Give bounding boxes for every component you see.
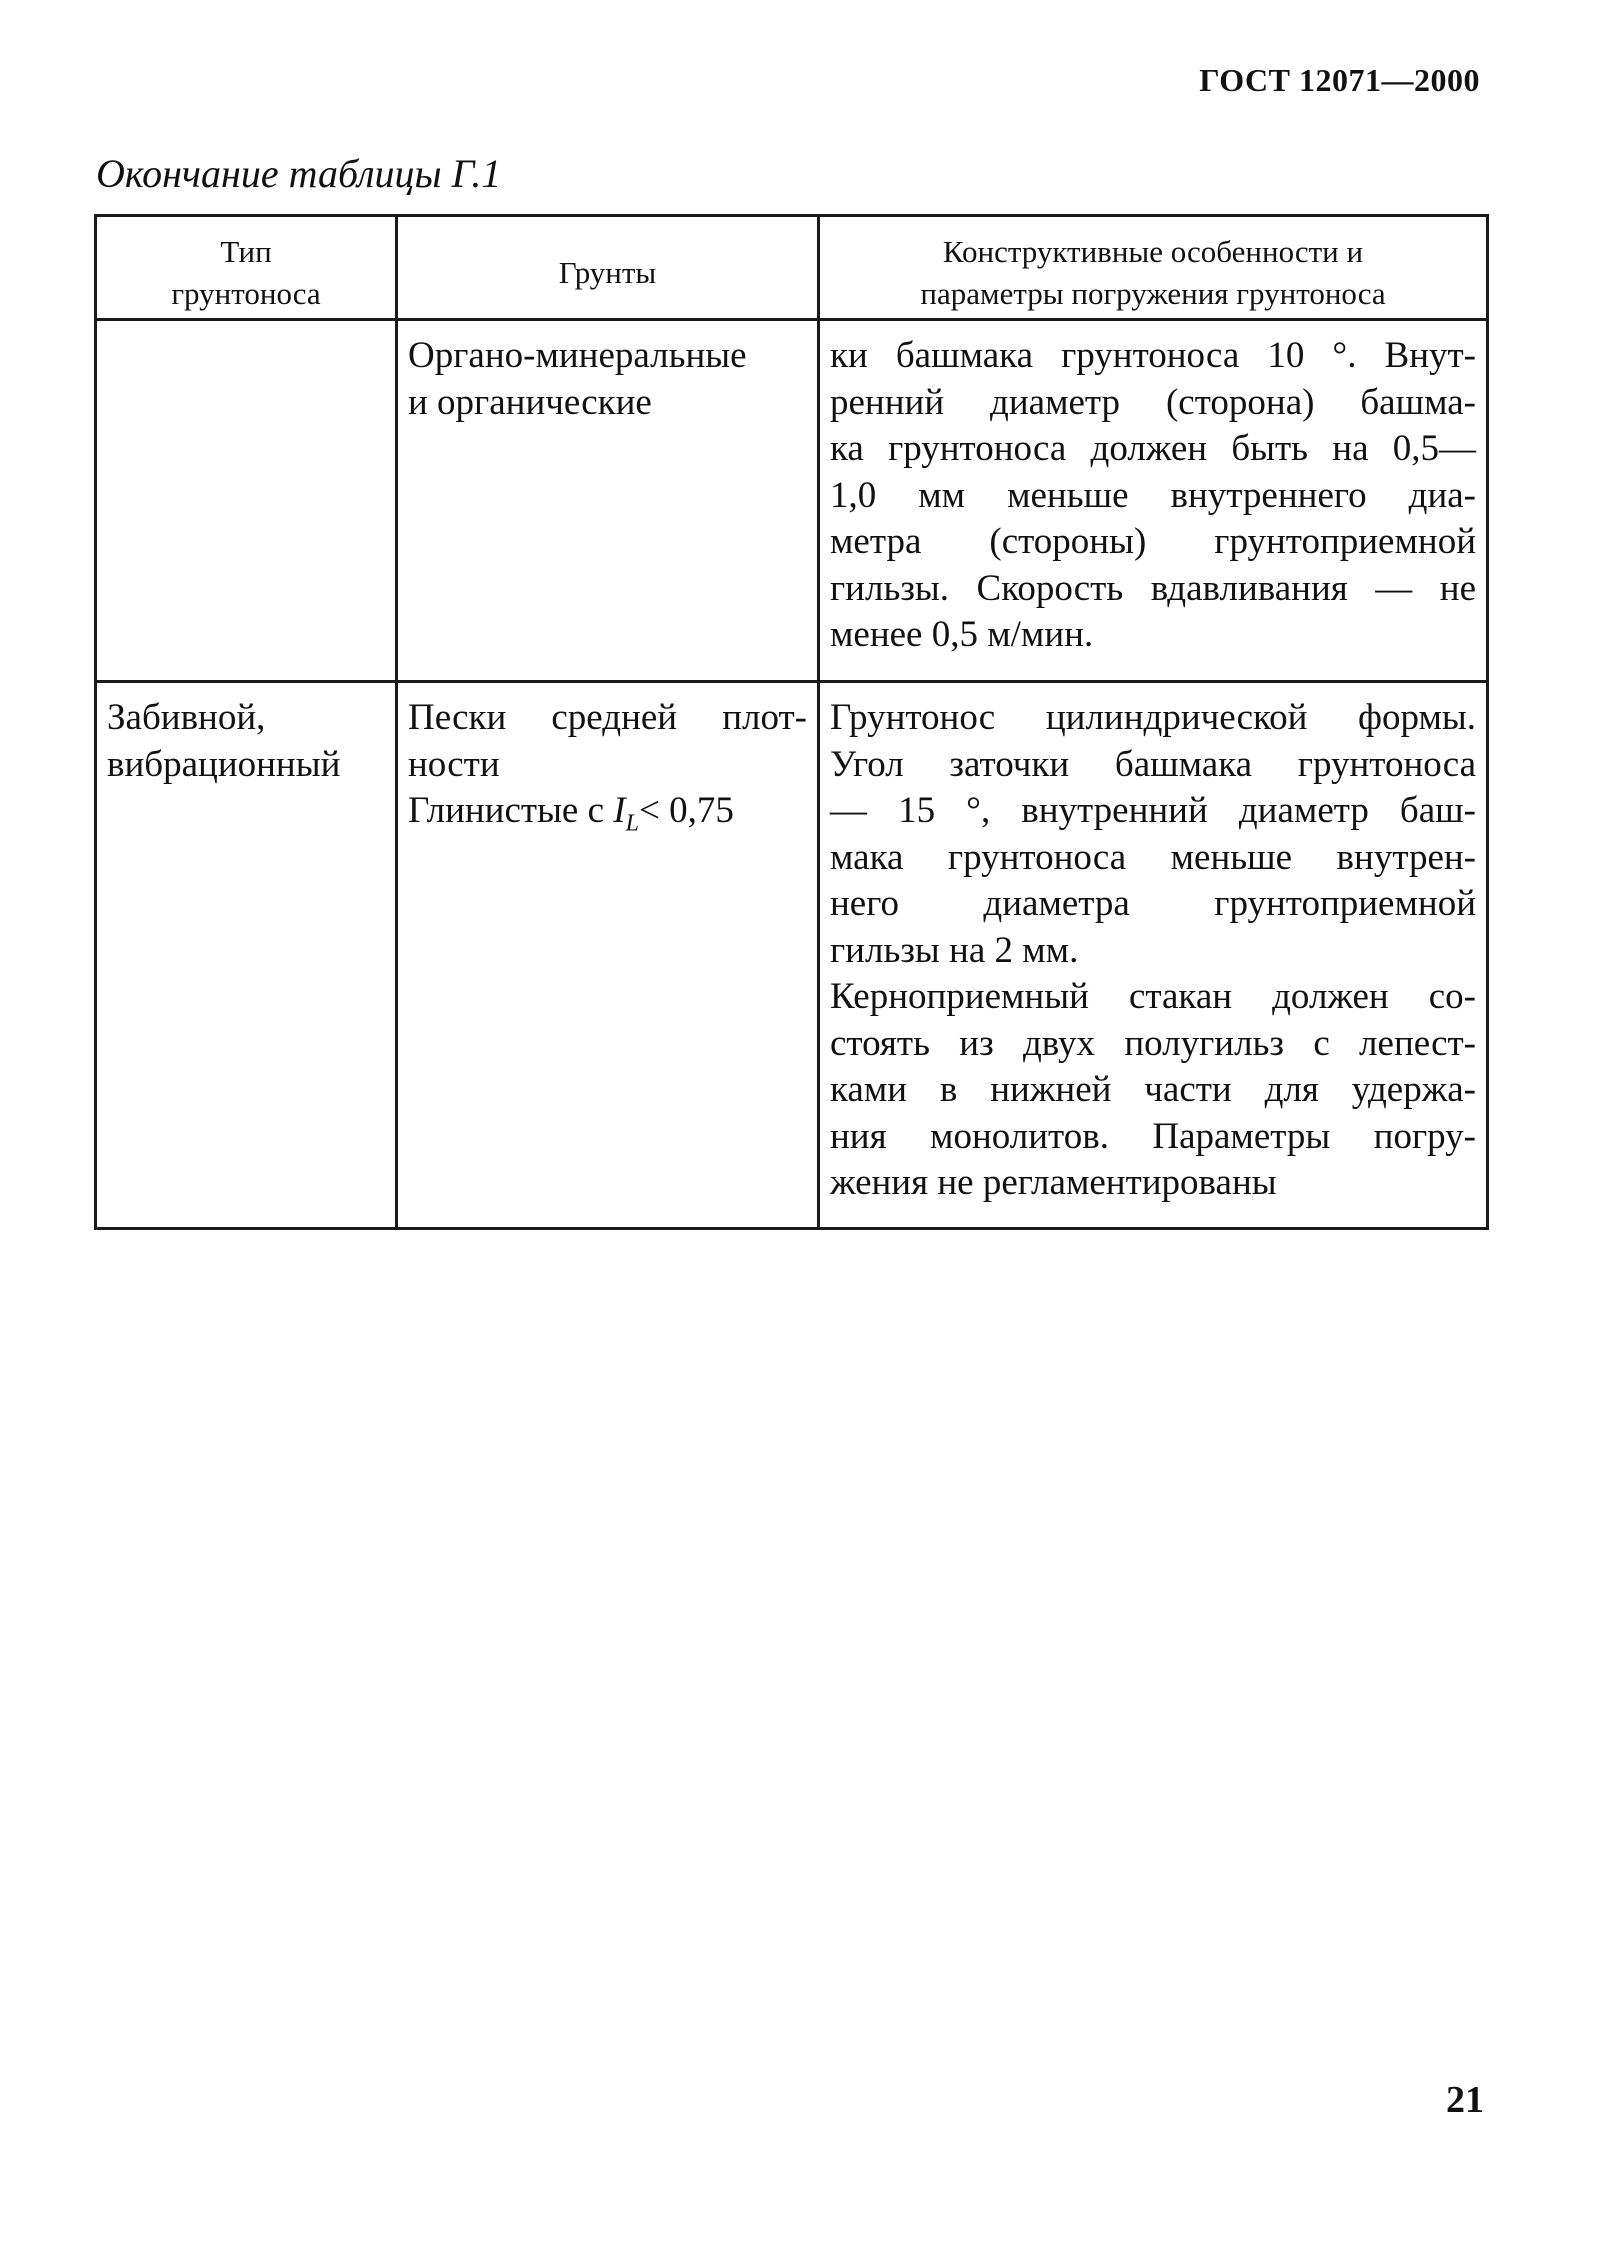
document-code: ГОСТ 12071—2000 [1199,62,1480,98]
cell-text: ности [408,743,500,785]
cell-sampler-type [96,682,397,1229]
cell-text: мака грунтоноса меньше внутрен- [830,836,1476,878]
cell-text: 1,0 мм меньше внутреннего диа- [830,474,1476,516]
liquidity-index-symbol: I [613,790,626,831]
cell-text: Глинистые с [408,790,614,831]
cell-text: ками в нижней части для удержа- [830,1069,1476,1110]
page-number: 21 [1446,2079,1484,2121]
cell-soils [397,682,819,1229]
cell-text: менее 0,5 м/мин. [830,614,1094,655]
liquidity-index-subscript: L [625,810,639,837]
header-text: параметры погружения грунтоноса [920,275,1386,311]
table-row [96,320,1488,682]
cell-text: ренний диаметр (сторона) башма- [830,381,1476,423]
cell-sampler-type [96,320,397,682]
soil-sampler-table [94,214,1489,1230]
cell-text: Органо-минеральные [408,335,747,376]
cell-text: Пески средней плот- [408,697,807,738]
header-text: Грунты [558,254,657,290]
cell-text: стоять из двух полугильз с лепест- [830,1022,1476,1064]
cell-text: < 0,75 [638,790,734,831]
table-header-row [96,216,1488,320]
header-sampler-type [96,216,397,320]
cell-text: Угол заточки башмака грунтоноса [830,743,1476,785]
header-soils [397,216,819,320]
cell-text: Керноприемный стакан должен со- [830,976,1476,1017]
clay-condition [408,788,807,847]
cell-features [819,320,1488,682]
cell-text: гильзы на 2 мм. [830,929,1079,971]
table-row [96,682,1488,1229]
cell-soils [397,320,819,682]
cell-features [819,682,1488,1229]
cell-text: него диаметра грунтоприемной [830,883,1476,924]
table-caption: Окончание таблицы Г.1 [96,151,502,196]
header-text: Конструктивные особенности и [942,233,1364,269]
header-features [819,216,1488,320]
cell-text: — 15 °, внутренний диаметр баш- [830,790,1476,831]
cell-text: и органические [408,381,652,423]
cell-text: Грунтонос цилиндрической формы. [830,697,1476,738]
cell-text: Забивной, [107,697,266,738]
cell-text: ния монолитов. Параметры погру- [830,1115,1476,1157]
header-text: грунтоноса [171,275,321,311]
cell-text: ка грунтоноса должен быть на 0,5— [830,428,1476,469]
cell-text: метра (стороны) грунтоприемной [830,521,1476,562]
header-text: Тип [220,233,272,269]
cell-text: ки башмака грунтоноса 10 °. Внут- [830,335,1476,376]
cell-text: вибрационный [107,743,341,785]
cell-text: жения не регламентированы [830,1162,1277,1203]
cell-text: гильзы. Скорость вдавливания — не [830,567,1476,609]
